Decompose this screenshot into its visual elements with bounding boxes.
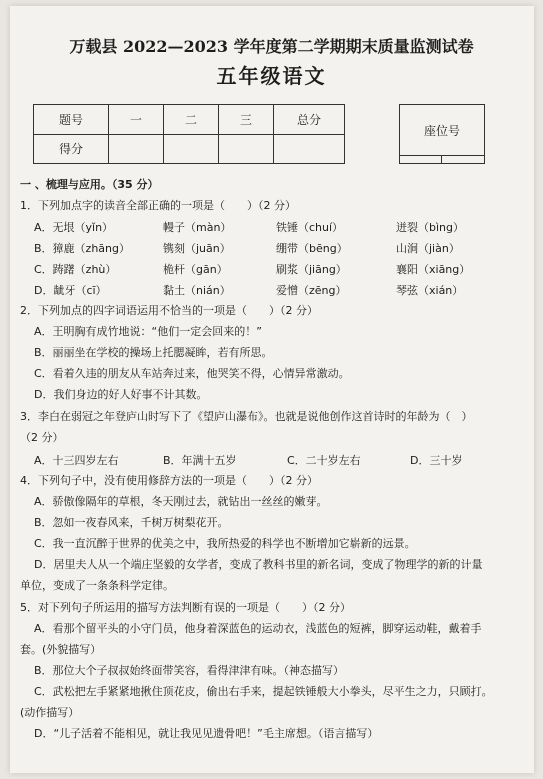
q5-line: (动作描写） bbox=[20, 706, 80, 719]
score-cell bbox=[109, 134, 164, 164]
score-cell bbox=[219, 134, 274, 164]
question-2-stem: 2．下列加点的四字词语运用不恰当的一项是（ ）（2 分） bbox=[20, 304, 318, 317]
score-cell bbox=[274, 134, 345, 164]
question-1-stem: 1．下列加点字的读音全部正确的一项是（ ）（2 分） bbox=[20, 199, 296, 212]
q1-option: 黏土（nián） bbox=[163, 284, 231, 297]
seat-cell bbox=[442, 156, 485, 164]
score-header-cell: 三 bbox=[219, 105, 274, 135]
q4-option-continued: 单位，变成了一条条科学定律。 bbox=[20, 579, 174, 592]
question-4-stem: 4．下列句子中，没有使用修辞方法的一项是（ ）（2 分） bbox=[20, 474, 318, 487]
score-header-cell: 题号 bbox=[34, 105, 109, 135]
score-header-row bbox=[34, 105, 345, 135]
q5-line: A．看那个留平头的小守门员，他身着深蓝色的运动衣，浅蓝色的短裤，脚穿运动鞋，戴着手 bbox=[34, 622, 482, 635]
q1-option: A．无垠（yǐn） bbox=[34, 221, 114, 234]
q1-option: D．龇牙（cī） bbox=[34, 284, 107, 297]
exam-subtitle: 五年级语文 bbox=[216, 64, 327, 88]
score-header-cell: 二 bbox=[164, 105, 219, 135]
q1-option: 山涧（jiàn） bbox=[396, 242, 460, 255]
q1-option: 爱憎（zēng） bbox=[276, 284, 347, 297]
q1-option: 铁锤（chuí） bbox=[276, 221, 344, 234]
seat-cell bbox=[400, 156, 442, 164]
question-5-stem: 5．对下列句子所运用的描写方法判断有误的一项是（ ）（2 分） bbox=[20, 601, 351, 614]
score-row-label: 得分 bbox=[34, 134, 109, 164]
q5-line: D．“儿子活着不能相见，就让我见见遗骨吧！”毛主席想。（语言描写） bbox=[34, 727, 379, 740]
q1-option: 琴弦（xián） bbox=[396, 284, 464, 297]
section-heading: 一 、梳理与应用。（35 分） bbox=[20, 178, 159, 191]
q4-option: D．居里夫人从一个端庄坚毅的女学者，变成了教科书里的新名词，变成了物理学的新的计量 bbox=[34, 558, 483, 571]
q1-option: 襄阳（xiāng） bbox=[396, 263, 471, 276]
q1-option: 迸裂（bìng） bbox=[396, 221, 464, 234]
q5-line: C．武松把左手紧紧地揪住顶花皮，偷出右手来，提起铁锤般大小拳头，尽平生之力，只顾打。 bbox=[34, 685, 493, 698]
q2-option: D．我们身边的好人好事不计其数。 bbox=[34, 388, 208, 401]
q1-option: B．獐鹿（zhāng） bbox=[34, 242, 130, 255]
q1-option: 幔子（màn） bbox=[163, 221, 232, 234]
question-3-stem: 3．李白在弱冠之年登庐山时写下了《望庐山瀑布》。也就是说他创作这首诗时的年龄为（ ） bbox=[20, 410, 473, 423]
exam-title: 万载县 2022—2023 学年度第二学期期末质量监测试卷 bbox=[69, 37, 474, 56]
seat-table bbox=[399, 104, 485, 164]
score-header-cell: 总分 bbox=[274, 105, 345, 135]
q2-option: A．王明胸有成竹地说：“他们一定会回来的！” bbox=[34, 325, 262, 338]
seat-label: 座位号 bbox=[400, 105, 485, 156]
q1-option: 刷浆（jiāng） bbox=[276, 263, 347, 276]
q3-option: C．二十岁左右 bbox=[287, 454, 361, 467]
q1-option: 绷带（bēng） bbox=[276, 242, 348, 255]
q5-line: 套。(外貌描写） bbox=[20, 643, 102, 656]
q4-option: A．骄傲像隔年的草根，冬天刚过去，就钻出一丝丝的嫩芽。 bbox=[34, 495, 328, 508]
q5-line: B．那位大个子叔叔始终面带笑容，看得津津有味。（神态描写） bbox=[34, 664, 345, 677]
score-header-cell: 一 bbox=[109, 105, 164, 135]
question-3-score: （2 分） bbox=[20, 431, 64, 444]
score-cell bbox=[164, 134, 219, 164]
q2-option: B．丽丽坐在学校的操场上托腮凝眸，若有所思。 bbox=[34, 346, 273, 359]
q3-option: B．年满十五岁 bbox=[163, 454, 237, 467]
score-table bbox=[33, 104, 345, 164]
score-value-row bbox=[34, 134, 345, 164]
q4-option: B．忽如一夜春风来，千树万树梨花开。 bbox=[34, 516, 229, 529]
q1-option: 镌刻（juān） bbox=[163, 242, 231, 255]
q4-option: C．我一直沉醉于世界的优美之中，我所热爱的科学也不断增加它崭新的远景。 bbox=[34, 537, 416, 550]
q3-option: D．三十岁 bbox=[410, 454, 463, 467]
q3-option: A．十三四岁左右 bbox=[34, 454, 119, 467]
q1-option: 桅杆（gān） bbox=[163, 263, 228, 276]
q2-option: C．看着久违的朋友从车站奔过来，他哭笑不得，心情异常激动。 bbox=[34, 367, 350, 380]
q1-option: C．踌躇（zhù） bbox=[34, 263, 117, 276]
